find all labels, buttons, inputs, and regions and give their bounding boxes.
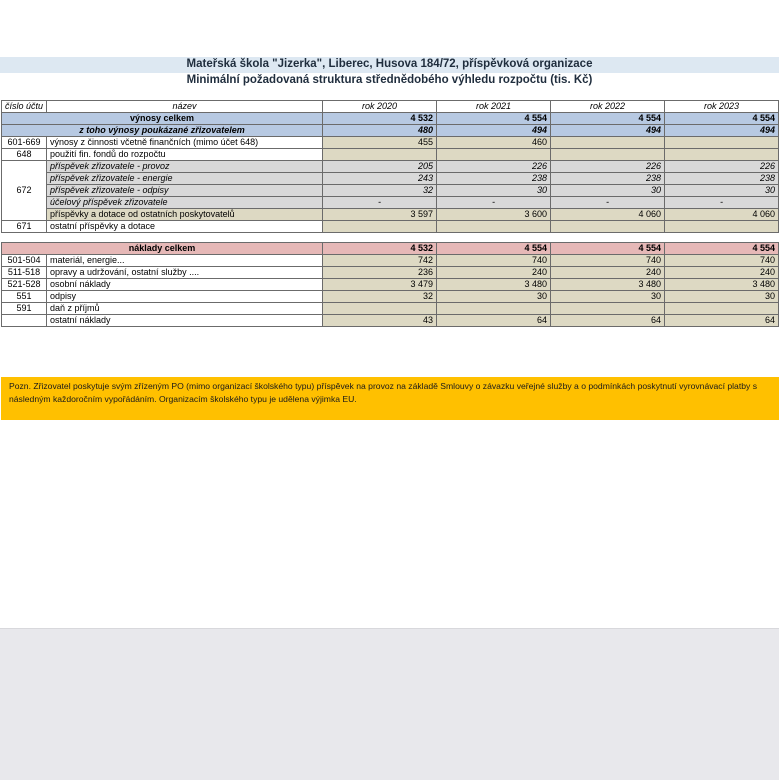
- name-cell: osobní náklady: [47, 279, 323, 291]
- value-cell: 64: [665, 315, 779, 327]
- account-cell: 672: [2, 161, 47, 221]
- budget-table: [1, 100, 779, 327]
- name-cell: příspěvek zřizovatele - odpisy: [47, 185, 323, 197]
- account-cell: 648: [2, 149, 47, 161]
- value-cell: 494: [665, 125, 779, 137]
- account-cell: [2, 315, 47, 327]
- name-cell: výnosy z činnosti včetně finančních (mimo účet 648): [47, 137, 323, 149]
- value-cell: 3 480: [665, 279, 779, 291]
- table-row: [2, 137, 779, 149]
- table-row: [2, 291, 779, 303]
- value-cell: 64: [437, 315, 551, 327]
- value-cell: 238: [437, 173, 551, 185]
- header-year-2022: rok 2022: [551, 101, 665, 113]
- value-cell: [323, 221, 437, 233]
- value-cell: -: [323, 197, 437, 209]
- value-cell: [665, 137, 779, 149]
- value-cell: 455: [323, 137, 437, 149]
- name-cell: účelový příspěvek zřizovatele: [47, 197, 323, 209]
- value-cell: 480: [323, 125, 437, 137]
- value-cell: 30: [665, 291, 779, 303]
- account-cell: 591: [2, 303, 47, 315]
- account-cell: 521-528: [2, 279, 47, 291]
- table-header-row: [2, 101, 779, 113]
- value-cell: 30: [665, 185, 779, 197]
- value-cell: 4 554: [551, 113, 665, 125]
- name-cell: materiál, energie...: [47, 255, 323, 267]
- header-year-2023: rok 2023: [665, 101, 779, 113]
- value-cell: 32: [323, 185, 437, 197]
- value-cell: 4 554: [437, 113, 551, 125]
- value-cell: 4 554: [551, 243, 665, 255]
- account-cell: 671: [2, 221, 47, 233]
- table-row-vynosy-celkem: [2, 113, 779, 125]
- account-cell: 601-669: [2, 137, 47, 149]
- table-row: [2, 303, 779, 315]
- value-cell: 4 060: [551, 209, 665, 221]
- value-cell: 236: [323, 267, 437, 279]
- row-label: náklady celkem: [2, 243, 323, 255]
- header-year-2020: rok 2020: [323, 101, 437, 113]
- value-cell: [437, 303, 551, 315]
- value-cell: -: [665, 197, 779, 209]
- table-row: [2, 185, 779, 197]
- value-cell: 3 479: [323, 279, 437, 291]
- value-cell: 30: [437, 291, 551, 303]
- account-cell: 511-518: [2, 267, 47, 279]
- value-cell: [665, 149, 779, 161]
- table-row-zrizovatel: [2, 125, 779, 137]
- name-cell: odpisy: [47, 291, 323, 303]
- value-cell: 238: [665, 173, 779, 185]
- table-row: [2, 279, 779, 291]
- value-cell: [551, 137, 665, 149]
- header-year-2021: rok 2021: [437, 101, 551, 113]
- name-cell: příspěvek zřizovatele - provoz: [47, 161, 323, 173]
- value-cell: 494: [551, 125, 665, 137]
- value-cell: 226: [665, 161, 779, 173]
- value-cell: [665, 221, 779, 233]
- table-row: [2, 255, 779, 267]
- value-cell: 494: [437, 125, 551, 137]
- value-cell: 742: [323, 255, 437, 267]
- header-name: název: [47, 101, 323, 113]
- note-box: Pozn. Zřizovatel poskytuje svým zřízeným PO (mimo organizací školského typu) příspěvek na provoz na základě Smlouvy o závazku veřejné služby a o podmínkách poskytnutí vyrovnávací platby s následným každoročním vypořádáním. Organizacím školského typu je udělena výjimka EU.: [1, 377, 779, 420]
- value-cell: 4 060: [665, 209, 779, 221]
- value-cell: 4 554: [665, 113, 779, 125]
- account-cell: 501-504: [2, 255, 47, 267]
- value-cell: 43: [323, 315, 437, 327]
- value-cell: 3 600: [437, 209, 551, 221]
- document-title: Mateřská škola "Jizerka", Liberec, Husova 184/72, příspěvková organizace: [186, 58, 593, 70]
- document-subtitle: Minimální požadovaná struktura střednědobého výhledu rozpočtu (tis. Kč): [186, 74, 593, 86]
- table-row: [2, 221, 779, 233]
- value-cell: 32: [323, 291, 437, 303]
- name-cell: příspěvek zřizovatele - energie: [47, 173, 323, 185]
- value-cell: [551, 303, 665, 315]
- value-cell: 740: [437, 255, 551, 267]
- table-spacer: [2, 233, 779, 243]
- value-cell: [665, 303, 779, 315]
- value-cell: 226: [551, 161, 665, 173]
- table-row-naklady-celkem: [2, 243, 779, 255]
- name-cell: ostatní náklady: [47, 315, 323, 327]
- value-cell: 740: [665, 255, 779, 267]
- account-cell: 551: [2, 291, 47, 303]
- value-cell: [551, 221, 665, 233]
- value-cell: 226: [437, 161, 551, 173]
- name-cell: daň z příjmů: [47, 303, 323, 315]
- value-cell: 30: [551, 185, 665, 197]
- header-account: číslo účtu: [2, 101, 47, 113]
- table-row: [2, 149, 779, 161]
- value-cell: 3 480: [437, 279, 551, 291]
- value-cell: 64: [551, 315, 665, 327]
- value-cell: [437, 149, 551, 161]
- value-cell: 3 480: [551, 279, 665, 291]
- table-row: [2, 197, 779, 209]
- value-cell: 240: [437, 267, 551, 279]
- value-cell: 205: [323, 161, 437, 173]
- table-row: [2, 209, 779, 221]
- table-row: [2, 267, 779, 279]
- value-cell: 4 532: [323, 113, 437, 125]
- value-cell: 30: [437, 185, 551, 197]
- value-cell: -: [437, 197, 551, 209]
- value-cell: 3 597: [323, 209, 437, 221]
- value-cell: [437, 221, 551, 233]
- value-cell: 4 554: [437, 243, 551, 255]
- name-cell: opravy a udržování, ostatní služby ....: [47, 267, 323, 279]
- value-cell: 4 554: [665, 243, 779, 255]
- value-cell: [323, 303, 437, 315]
- value-cell: 4 532: [323, 243, 437, 255]
- row-label: z toho výnosy poukázané zřizovatelem: [2, 125, 323, 137]
- table-row: [2, 315, 779, 327]
- value-cell: [323, 149, 437, 161]
- row-label: výnosy celkem: [2, 113, 323, 125]
- table-row: [2, 173, 779, 185]
- value-cell: 740: [551, 255, 665, 267]
- table-row: [2, 161, 779, 173]
- viewer-background: [0, 628, 779, 780]
- value-cell: -: [551, 197, 665, 209]
- value-cell: 240: [551, 267, 665, 279]
- value-cell: 240: [665, 267, 779, 279]
- name-cell: použití fin. fondů do rozpočtu: [47, 149, 323, 161]
- value-cell: 243: [323, 173, 437, 185]
- value-cell: 460: [437, 137, 551, 149]
- value-cell: [551, 149, 665, 161]
- name-cell: ostatní příspěvky a dotace: [47, 221, 323, 233]
- value-cell: 238: [551, 173, 665, 185]
- value-cell: 30: [551, 291, 665, 303]
- name-cell: příspěvky a dotace od ostatních poskytovatelů: [47, 209, 323, 221]
